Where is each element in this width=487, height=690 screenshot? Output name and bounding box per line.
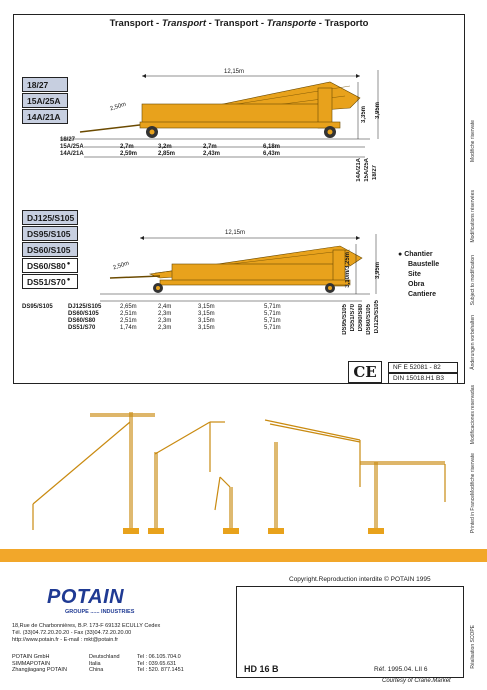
site-word-list bbox=[398, 250, 439, 300]
table-row: DS60/S80 2,51m 2,3m 3,15m 5,71m bbox=[68, 318, 281, 324]
title-part: Transport bbox=[161, 18, 206, 29]
model-label: 15A/25A bbox=[27, 96, 61, 106]
offices-list bbox=[12, 654, 184, 674]
total-length: 12,15m bbox=[224, 69, 245, 75]
side-note: Subject to modification bbox=[470, 255, 476, 306]
list-item: ● Chantier bbox=[398, 251, 433, 258]
height-a: 3,10m/3,25m bbox=[345, 252, 351, 288]
title-part: Transporte bbox=[266, 18, 317, 29]
title-part: - Transport - bbox=[206, 18, 267, 29]
table-row: DS95/S105 DJ125/S105 2,65m 2,4m 3,15m 5,71m bbox=[22, 304, 281, 310]
height-a: 3,35m bbox=[361, 106, 367, 124]
address: 18,Rue de Charbonnières, B.P. 173-F 69132 ECULLY Cedex bbox=[12, 623, 161, 629]
vertical-model-label: DS60/S80 bbox=[358, 304, 364, 332]
list-item: Baustelle bbox=[408, 261, 440, 268]
jib-length: 2,50m bbox=[112, 260, 131, 272]
model-label: 18/27 bbox=[27, 80, 49, 90]
side-note: Modifiche riservate bbox=[470, 120, 476, 162]
model-box-ds60-s105: DS60/S105 bbox=[22, 242, 78, 257]
list-item: SIMMAPOTAIN Italia Tel : 039.65.631 bbox=[12, 660, 177, 667]
phone: Tél. (33)04.72.20.20.20 - Fax (33)04.72.20.20.00 bbox=[12, 630, 132, 636]
list-item: Obra bbox=[408, 281, 425, 288]
vertical-model-label: DJ125/S105 bbox=[374, 300, 380, 334]
title-part: Transport - bbox=[109, 18, 162, 29]
courtesy-note: Courtesy of Crane.Market bbox=[382, 678, 451, 684]
jib-length: 2,50m bbox=[109, 101, 128, 113]
total-length: 12,15m bbox=[225, 230, 246, 236]
model-box-ds51-s70: DS51/S70 ● bbox=[22, 274, 78, 289]
list-item: POTAIN GmbH Deutschland Tel : 06.105.704.0 bbox=[12, 654, 181, 660]
table-row: 15A/25A 2,7m 3,2m 2,7m 6,18m bbox=[60, 144, 281, 150]
list-item: Zhangjiagang POTAIN China Tel : 520. 877.1451 bbox=[12, 667, 184, 673]
table-row: 14A/21A 2,59m 2,85m 2,43m 6,43m bbox=[60, 151, 281, 157]
potain-logo: POTAIN bbox=[47, 586, 125, 608]
table-row: 18/27 bbox=[60, 137, 76, 143]
table-row: DS51/S70 1,74m 2,3m 3,15m 5,71m bbox=[68, 325, 281, 331]
norm-nf: NF E 52081 - 82 bbox=[388, 362, 458, 373]
list-item: Cantiere bbox=[408, 291, 437, 298]
list-item: Site bbox=[408, 271, 421, 278]
side-note: Modificaciones reservadas bbox=[470, 385, 476, 445]
model-name: HD 16 B bbox=[244, 664, 279, 674]
reference: Réf. 1995.04. LII 6 bbox=[374, 666, 428, 673]
model-box-ds60-s80: DS60/S80 ● bbox=[22, 258, 78, 273]
side-note: Printed in France bbox=[470, 495, 476, 534]
height-b: 3,95m bbox=[375, 102, 381, 120]
side-note: Réalisation SCOPE bbox=[470, 625, 476, 669]
group-label: GROUPE ...... INDUSTRIES bbox=[65, 609, 135, 615]
side-note: Modifiche riservate bbox=[470, 453, 476, 495]
height-b: 3,95m bbox=[375, 262, 381, 280]
copyright: Copyright.Reproduction interdite © POTAIN 1995 bbox=[289, 576, 431, 583]
vertical-model-label: 14A/21A bbox=[356, 158, 362, 182]
website: http://www.potain.fr - E-mail : mkt@potain.fr bbox=[12, 637, 119, 643]
side-note: Änderungen vorbehalten bbox=[470, 315, 476, 370]
decorative-band bbox=[0, 549, 487, 562]
model-box-dj125-s105: DJ125/S105 bbox=[22, 210, 78, 225]
ce-mark: CE bbox=[348, 361, 382, 383]
vertical-model-label: 15A/25A bbox=[364, 158, 370, 182]
model-label: 14A/21A bbox=[27, 112, 61, 122]
vertical-model-label: 18/27 bbox=[372, 165, 378, 181]
norm-din: DIN 15018.H1 B3 bbox=[388, 373, 458, 384]
dimension-table-2 bbox=[22, 304, 314, 332]
vertical-model-label: DS51/S70 bbox=[350, 304, 356, 332]
table-row: DS60/S105 2,51m 2,3m 3,15m 5,71m bbox=[68, 311, 281, 317]
model-box-ds95-s105: DS95/S105 bbox=[22, 226, 78, 241]
vertical-model-label: DS95/S105 bbox=[342, 304, 348, 335]
crane-configurations-illustration bbox=[15, 392, 465, 542]
side-note: Modifications réservées bbox=[470, 190, 476, 243]
title-part: - Trasporto bbox=[316, 18, 369, 29]
vertical-model-label: DS60/S105 bbox=[366, 304, 372, 335]
dimension-table-1 bbox=[60, 137, 313, 158]
